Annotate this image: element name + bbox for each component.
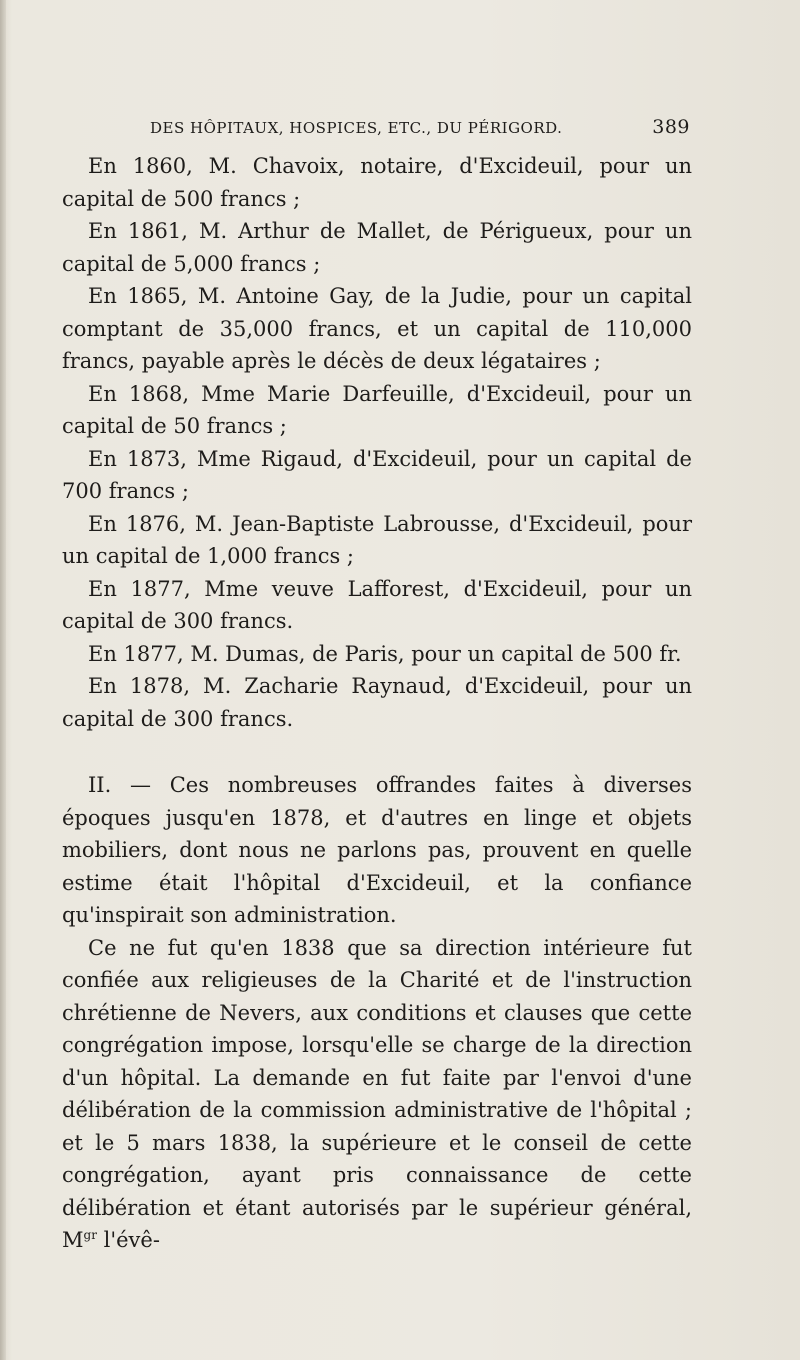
page-number: 389 [652, 116, 690, 138]
paragraph: En 1877, Mme veuve Lafforest, d'Excideuil, pour un capital de 300 francs. [62, 576, 692, 633]
paragraph: En 1876, M. Jean-Baptiste Labrousse, d'Excideuil, pour un capital de 1,000 francs ; [62, 511, 692, 568]
line-tail: l'évê- [96, 1228, 160, 1252]
paragraph-text: Ce ne fut qu'en 1838 que sa direction intérieure fut confiée aux religieuses de la Charité et de l'instruction chrétienne de Nevers, aux conditions et clauses que cette congrégation impose, lorsqu'elle se charge de la direction d'un hôpital. La demande en fut faite par l'envoi d'une délibération de la commission administrative de l'hôpital ; et le 5 mars 1838, la supérieure et le conseil de cette congrégation, ayant pris connaissance de cette délibération et étant autorisés par le supérieur général, [62, 935, 692, 1220]
paragraph: En 1873, Mme Rigaud, d'Excideuil, pour un capital de 700 francs ; [62, 446, 692, 503]
abbrev-superscript: gr [83, 1228, 97, 1242]
body-text [62, 150, 692, 1257]
paragraph: En 1878, M. Zacharie Raynaud, d'Excideuil, pour un capital de 300 francs. [62, 674, 692, 731]
running-header [150, 116, 690, 138]
paragraph: En 1868, Mme Marie Darfeuille, d'Excideuil, pour un capital de 50 francs ; [62, 381, 692, 438]
paragraph: En 1861, M. Arthur de Mallet, de Périgueux, pour un capital de 5,000 francs ; [62, 219, 692, 276]
page-edge [0, 0, 6, 1360]
abbrev-monseigneur: M [62, 1228, 84, 1252]
running-title: DES HÔPITAUX, HOSPICES, ETC., DU PÉRIGORD. [150, 119, 563, 137]
paragraph: En 1865, M. Antoine Gay, de la Judie, pour un capital comptant de 35,000 francs, et un capital de 110,000 francs, payable après le décès de deux légataires ; [62, 284, 692, 373]
paragraph [62, 932, 692, 1257]
paragraph: En 1860, M. Chavoix, notaire, d'Excideuil, pour un capital de 500 francs ; [62, 154, 692, 211]
paragraph-section-ii: II. — Ces nombreuses offrandes faites à diverses époques jusqu'en 1878, et d'autres en linge et objets mobiliers, dont nous ne parlons pas, prouvent en quelle estime était l'hôpital d'Excideuil, et la confiance qu'inspirait son administration. [62, 773, 692, 927]
paragraph: En 1877, M. Dumas, de Paris, pour un capital de 500 fr. [88, 641, 682, 666]
